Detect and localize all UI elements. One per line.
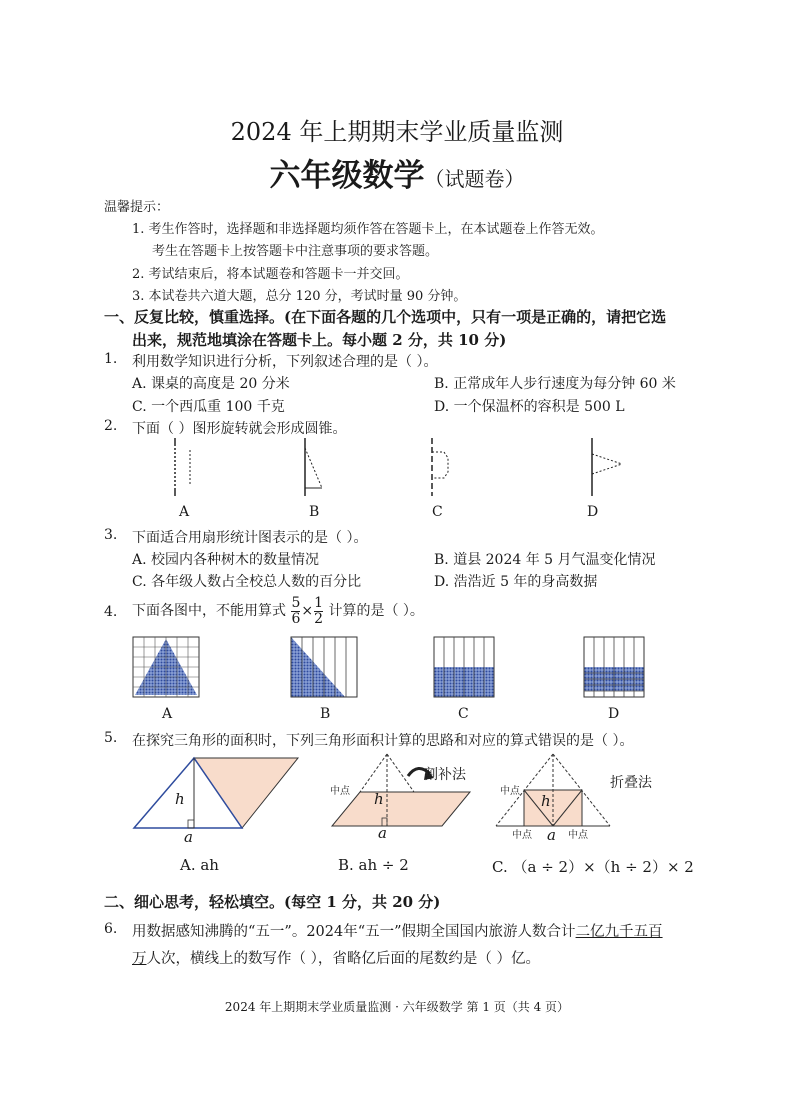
q6-line2 <box>132 947 540 968</box>
fraction-numerator: 5 <box>291 594 301 611</box>
notice-heading: 温馨提示： <box>104 200 170 215</box>
section1-heading: 一、反复比较，慎重选择。(在下面各题的几个选项中，只有一项是正确的，请把它选 <box>104 308 667 326</box>
q5a-height-label: h <box>175 790 185 808</box>
q3-option-c: C. 各年级人数占全校总人数的百分比 <box>132 574 362 590</box>
q6-text-cont: 人次，横线上的数写作（ ），省略亿后面的尾数约是（ ）亿。 <box>146 951 540 967</box>
q4-label-c: C <box>458 706 469 722</box>
q2-number: 2. <box>104 418 118 434</box>
q5-option-c: C. （a ÷ 2）×（h ÷ 2）× 2 <box>492 858 694 876</box>
q2-stem: 下面（ ）图形旋转就会形成圆锥。 <box>132 421 347 437</box>
q5b-base-label: a <box>378 824 387 842</box>
fraction-one-half <box>314 596 323 627</box>
page-footer: 2024 年上期期末学业质量监测 · 六年级数学 第 1 页（共 4 页） <box>224 1000 570 1014</box>
q3-option-a: A. 校园内各种树木的数量情况 <box>132 552 320 568</box>
notice-item: 2. 考试结束后，将本试题卷和答题卡一并交回。 <box>132 267 409 282</box>
q5-stem: 在探究三角形的面积时，下列三角形面积计算的思路和对应的算式错误的是（ ）。 <box>132 733 634 749</box>
midpoint-label: 中点 <box>568 830 588 841</box>
exam-title: 2024 年上期期末学业质量监测 <box>230 118 564 146</box>
notice-item: 3. 本试卷共六道大题，总分 120 分，考试时量 90 分钟。 <box>132 289 467 304</box>
midpoint-label: 中点 <box>500 786 520 797</box>
q1-option-c: C. 一个西瓜重 100 千克 <box>132 399 285 415</box>
subject-title: 六年级数学 <box>269 158 425 194</box>
q2-figure-b <box>290 436 340 498</box>
q5-figure-a <box>132 756 302 832</box>
q6-line1 <box>132 920 663 941</box>
section2-heading: 二、细心思考，轻松填空。(每空 1 分，共 20 分) <box>104 893 441 911</box>
q4-stem-pre: 下面各图中，不能用算式 <box>132 603 286 619</box>
exam-subtitle <box>0 150 794 195</box>
q2-label-c: C <box>432 504 443 520</box>
paper-type: （试题卷） <box>424 167 525 191</box>
fraction-five-sixths <box>291 596 300 627</box>
q5b-height-label: h <box>374 790 384 808</box>
q4-label-d: D <box>608 706 620 722</box>
q4-stem-post: 计算的是（ ）。 <box>328 603 424 619</box>
q1-stem: 利用数学知识进行分析，下列叙述合理的是（ ）。 <box>132 354 438 370</box>
q2-label-d: D <box>587 504 599 520</box>
q1-option-a: A. 课桌的高度是 20 分米 <box>132 376 290 392</box>
q2-figure-d <box>580 436 640 498</box>
q3-option-d: D. 浩浩近 5 年的身高数据 <box>434 574 598 590</box>
q5-option-a: A. ah <box>180 856 219 874</box>
fraction-numerator: 1 <box>314 594 324 611</box>
q5c-base-label: a <box>547 826 556 844</box>
q5-number: 5. <box>104 730 118 746</box>
q1-option-d: D. 一个保温杯的容积是 500 L <box>434 399 625 415</box>
q3-number: 3. <box>104 527 118 543</box>
q4-figure-b <box>291 637 357 697</box>
q3-stem: 下面适合用扇形统计图表示的是（ ）。 <box>132 530 368 546</box>
q4-stem <box>132 595 424 627</box>
q3-option-b: B. 道县 2024 年 5 月气温变化情况 <box>434 552 656 568</box>
notice-item: 1. 考生作答时，选择题和非选择题均须作答在答题卡上，在本试题卷上作答无效。 <box>132 222 604 237</box>
midpoint-label: 中点 <box>330 786 350 797</box>
q4-number: 4. <box>104 604 118 620</box>
q4-figure-c <box>434 637 494 697</box>
q6-text: 用数据感知沸腾的“五一”。2024年“五一”假期全国国内旅游人数合计 <box>132 924 576 940</box>
q5-option-b: B. ah ÷ 2 <box>338 856 409 874</box>
method-fold-label: 折叠法 <box>610 775 652 791</box>
q4-figure-d <box>584 637 644 697</box>
fraction-denominator: 6 <box>291 610 301 627</box>
fraction-denominator: 2 <box>314 610 324 627</box>
midpoint-label: 中点 <box>512 830 532 841</box>
q4-label-b: B <box>320 706 331 722</box>
method-cut-paste-label: 割补法 <box>424 767 466 783</box>
q6-underlined-number: 二亿九千五百 <box>575 924 663 940</box>
q1-option-b: B. 正常成年人步行速度为每分钟 60 米 <box>434 376 676 392</box>
q6-underlined-number-cont: 万 <box>132 951 147 967</box>
q2-figure-c <box>420 436 470 498</box>
q5a-base-label: a <box>184 828 193 846</box>
q2-label-a: A <box>179 504 190 520</box>
q4-label-a: A <box>162 706 173 722</box>
times-sign: × <box>301 603 314 619</box>
q2-figure-a <box>160 436 210 498</box>
q5c-height-label: h <box>541 792 551 810</box>
q4-figure-a <box>133 637 199 697</box>
q6-number: 6. <box>104 921 118 937</box>
notice-item: 考生在答题卡上按答题卡中注意事项的要求答题。 <box>152 244 439 259</box>
q1-number: 1. <box>104 351 118 367</box>
q2-label-b: B <box>309 504 320 520</box>
section1-heading-cont: 出来，规范地填涂在答题卡上。每小题 2 分，共 10 分) <box>132 331 507 349</box>
